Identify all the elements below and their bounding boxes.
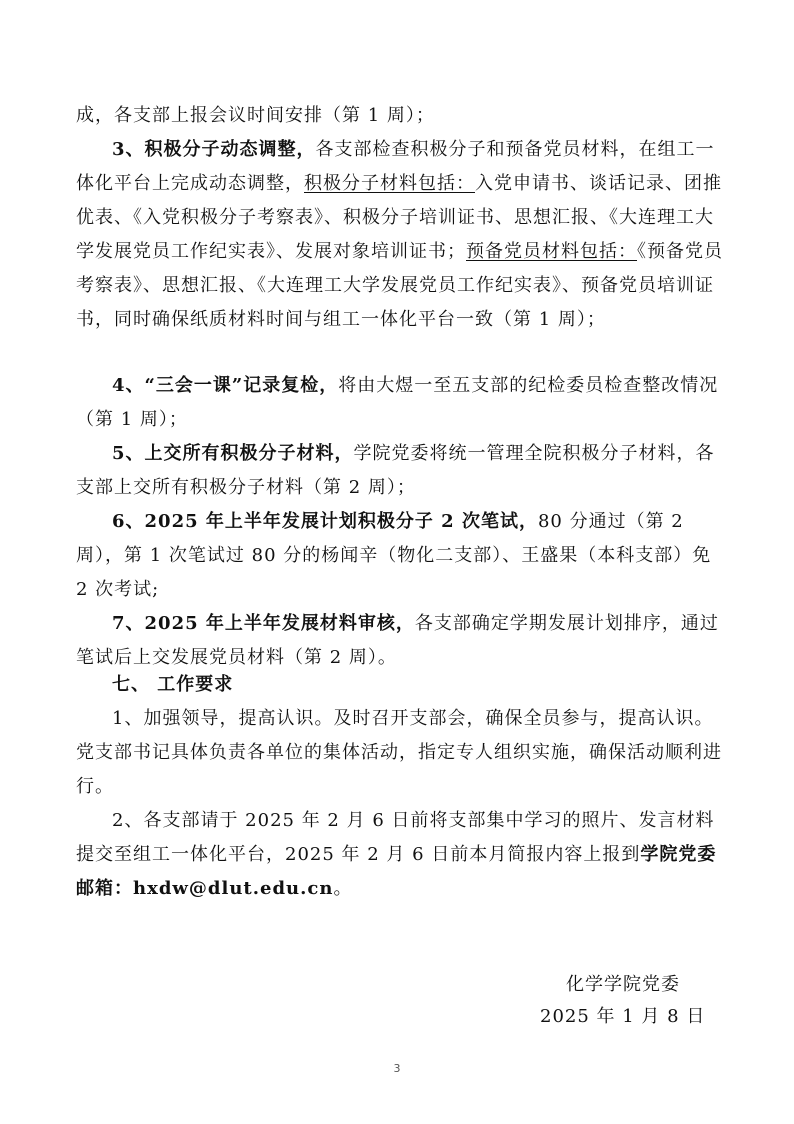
text: 80 分通过（第 2 周），第 1 次笔试过 80 分的杨闻辛（物化二支部）、王盛果（本科支部）免 2 次考试; xyxy=(76,511,712,600)
requirement-1-paragraph xyxy=(76,702,726,804)
paragraph-continuation xyxy=(76,99,726,133)
signature-date: 2025 年 1 月 8 日 xyxy=(540,1006,706,1027)
text: 入党申请书、谈话记录、团推优表、《入党积极分子考察表》、积极分子培训证书、思想汇报、《大连理工大学发展党员工作纪实表》、发展对象培训证书； xyxy=(76,173,722,262)
text: 各支部检查积极分子和预备党员材料，在组工一体化平台上完成动态调整， xyxy=(76,139,715,194)
underlined-label: 积极分子材料包括： xyxy=(304,173,475,194)
section-heading: 七、 工作要求 xyxy=(112,674,234,695)
item-3-paragraph xyxy=(76,133,726,337)
underlined-label: 预备党员材料包括： xyxy=(466,241,637,262)
requirement-2-paragraph xyxy=(76,804,726,906)
text: 2、各支部请于 2025 年 2 月 6 日前将支部集中学习的照片、发言材料提交至组工一体化平台，2025 年 2 月 6 日前本月简报内容上报到 xyxy=(76,810,715,865)
item-5-paragraph xyxy=(76,437,726,505)
page-number: 3 xyxy=(393,1062,401,1075)
text: 成，各支部上报会议时间安排（第 1 周）； xyxy=(76,105,435,126)
item-4-paragraph xyxy=(76,369,726,437)
text: 学院党委将统一管理全院积极分子材料，各支部上交所有积极分子材料（第 2 周）； xyxy=(76,443,715,498)
item-7-paragraph xyxy=(76,607,726,675)
text: 。 xyxy=(333,878,353,899)
email-label: 学院党委邮箱：hxdw@dlut.edu.cn xyxy=(76,844,717,899)
text: 1、加强领导，提高认识。及时召开支部会，确保全员参与，提高认识。党支部书记具体负责各单位的集体活动，指定专人组织实施，确保活动顺利进行。 xyxy=(76,708,722,797)
item-6-paragraph xyxy=(76,505,726,607)
text: 《预备党员考察表》、思想汇报、《大连理工大学发展党员工作纪实表》、预备党员培训证书，同时确保纸质材料时间与组工一体化平台一致（第 1 周）； xyxy=(76,241,723,330)
text: 将由大煜一至五支部的纪检委员检查整改情况（第 1 周）； xyxy=(76,375,719,430)
item-3-title: 3、积极分子动态调整， xyxy=(112,139,316,160)
text: 各支部确定学期发展计划排序，通过笔试后上交发展党员材料（第 2 周）。 xyxy=(76,613,719,668)
item-4-title: 4、“三会一课”记录复检， xyxy=(112,375,339,396)
item-6-title: 6、2025 年上半年发展计划积极分子 2 次笔试， xyxy=(112,511,538,532)
signature-org: 化学学院党委 xyxy=(566,974,680,995)
item-5-title: 5、上交所有积极分子材料， xyxy=(112,443,354,464)
item-7-title: 7、2025 年上半年发展材料审核， xyxy=(112,613,415,634)
